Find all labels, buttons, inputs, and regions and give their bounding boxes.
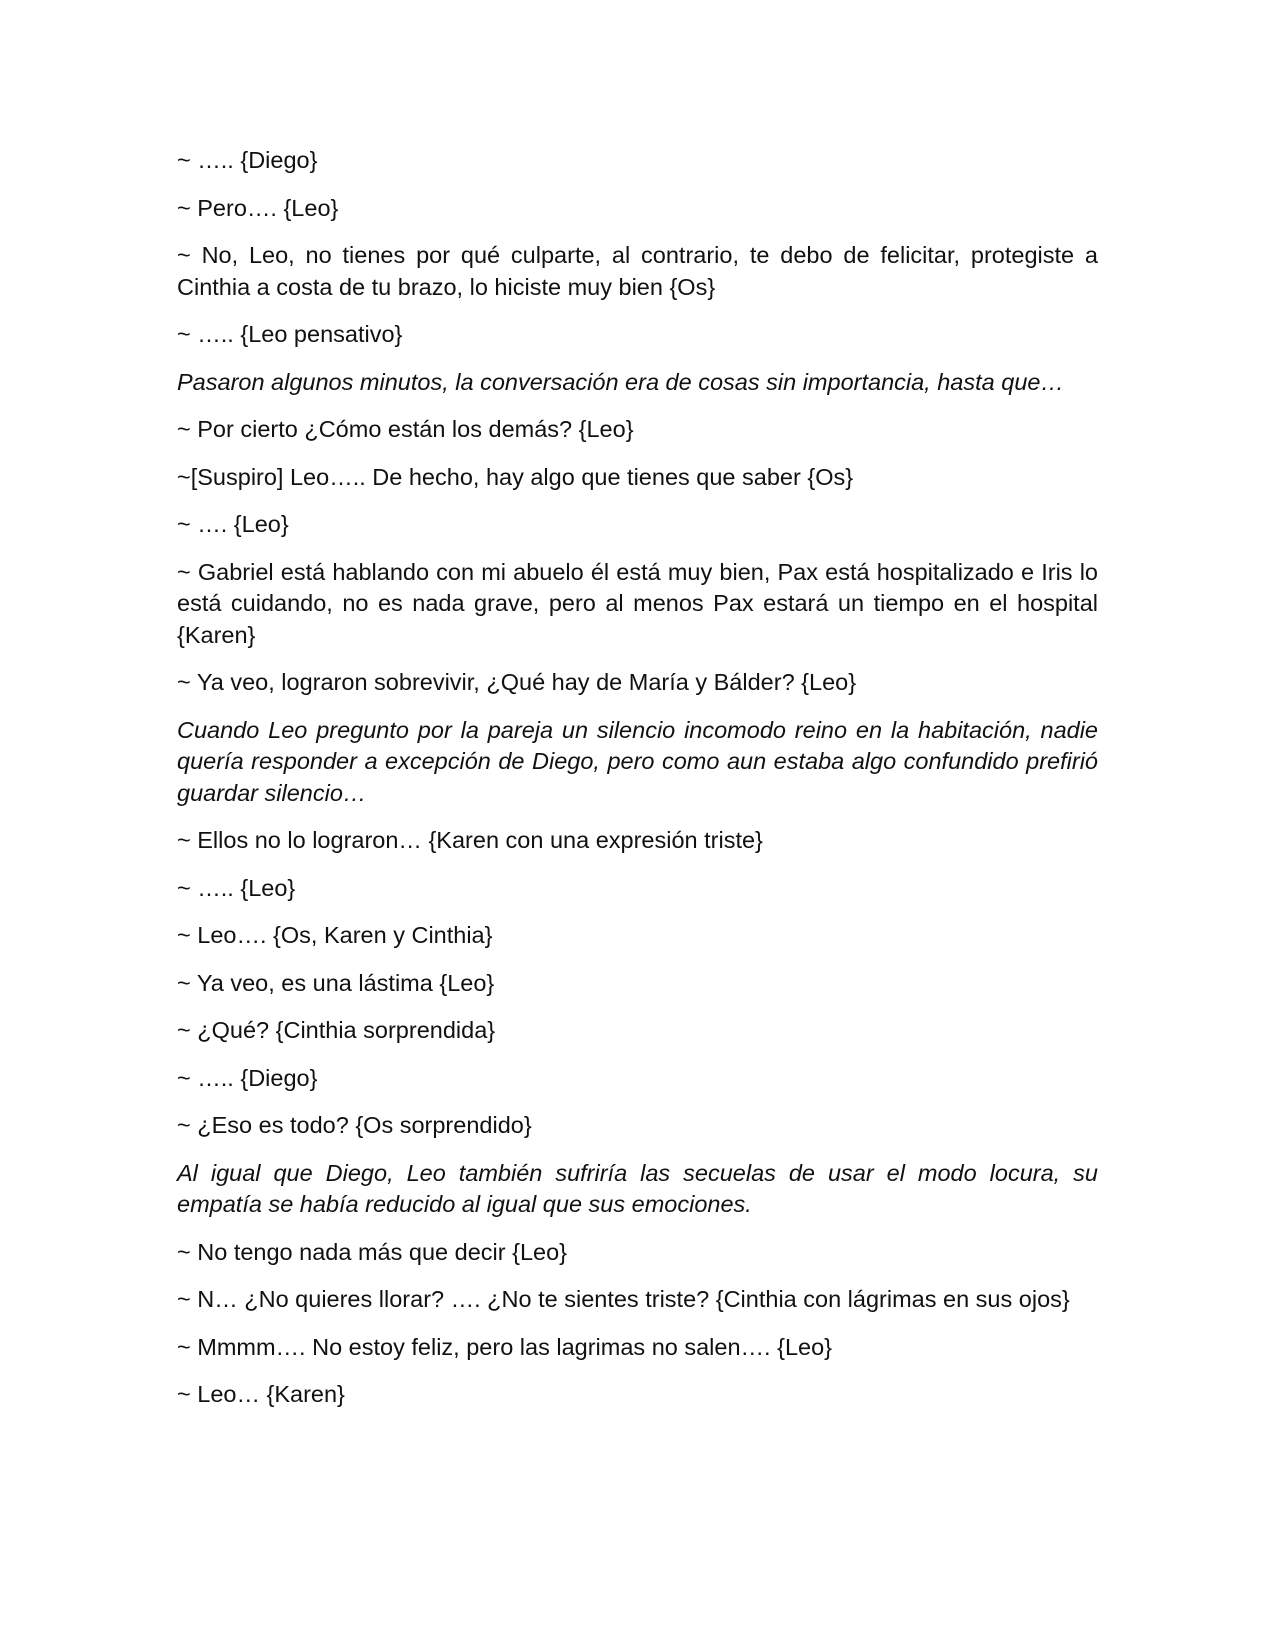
dialogue-line: ~ Pero…. {Leo}: [177, 194, 339, 221]
dialogue-line: ~ ¿Eso es todo? {Os sorprendido}: [177, 1112, 532, 1138]
dialogue-line: ~ Por cierto ¿Cómo están los demás? {Leo}: [177, 416, 634, 442]
dialogue-line: ~ Mmmm…. No estoy feliz, pero las lagrimas no salen…. {Leo}: [177, 1333, 833, 1360]
dialogue-line: ~ No, Leo, no tienes por qué culparte, al contrario, te debo de felicitar, protegiste a Cinthia a costa de tu brazo, lo hiciste muy bien {Os}: [177, 242, 1098, 300]
dialogue-line: ~ Leo…. {Os, Karen y Cinthia}: [177, 922, 493, 948]
narration-paragraph: Cuando Leo pregunto por la pareja un silencio incomodo reino en la habitación, nadie quería responder a excepción de Diego, pero como aun estaba algo confundido prefirió guardar silencio…: [177, 716, 1098, 806]
dialogue-line: ~ Ya veo, lograron sobrevivir, ¿Qué hay de María y Bálder? {Leo}: [177, 669, 857, 695]
dialogue-line: ~ N… ¿No quieres llorar? …. ¿No te sientes triste? {Cinthia con lágrimas en sus ojos}: [177, 1286, 1070, 1312]
dialogue-line: ~ Leo… {Karen}: [177, 1381, 345, 1407]
dialogue-line: ~ Ya veo, es una lástima {Leo}: [177, 969, 495, 996]
dialogue-line: ~ Ellos no lo lograron… {Karen con una expresión triste}: [177, 827, 763, 853]
dialogue-line: ~ Gabriel está hablando con mi abuelo él está muy bien, Pax está hospitalizado e Iris lo está cuidando, no es nada grave, pero al menos Pax estará un tiempo en el hospital {Karen}: [177, 558, 1098, 648]
narration-paragraph: Pasaron algunos minutos, la conversación era de cosas sin importancia, hasta que…: [177, 368, 1064, 395]
dialogue-line: ~ ¿Qué? {Cinthia sorprendida}: [177, 1017, 496, 1043]
dialogue-line: ~ ….. {Leo}: [177, 874, 296, 901]
dialogue-line: ~[Suspiro] Leo….. De hecho, hay algo que tienes que saber {Os}: [177, 463, 854, 490]
dialogue-line: ~ ….. {Diego}: [177, 1064, 318, 1091]
document-page: [177, 145, 1098, 1427]
dialogue-line: ~ ….. {Diego}: [177, 147, 318, 173]
narration-paragraph: Al igual que Diego, Leo también sufriría las secuelas de usar el modo locura, su empatía se había reducido al igual que sus emociones.: [177, 1159, 1098, 1217]
dialogue-line: ~ …. {Leo}: [177, 511, 289, 537]
dialogue-line: ~ No tengo nada más que decir {Leo}: [177, 1238, 567, 1265]
dialogue-line: ~ ….. {Leo pensativo}: [177, 321, 403, 347]
